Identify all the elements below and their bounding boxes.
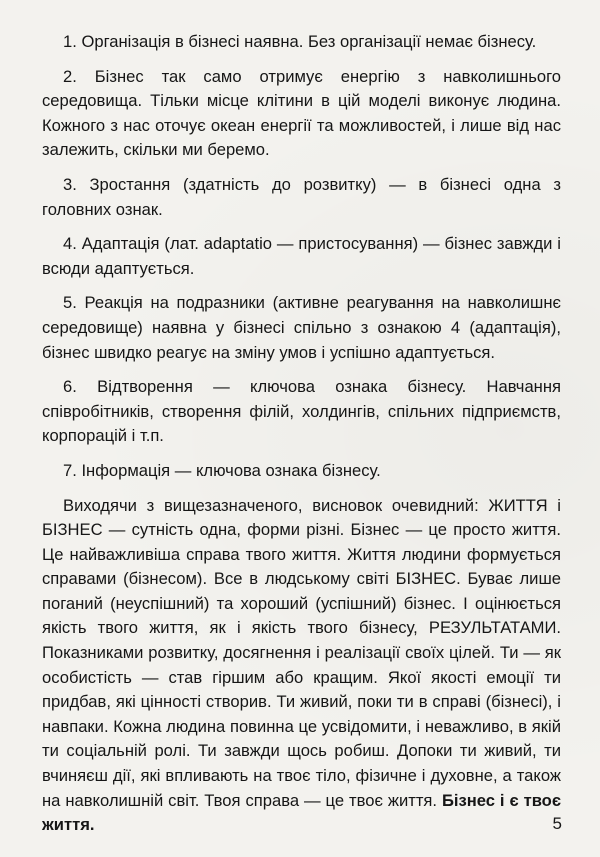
page-number: 5 bbox=[552, 814, 562, 833]
list-item: 7. Інформація — ключова ознака бізнесу. bbox=[63, 460, 381, 480]
list-item: 6. Відтворення — ключова ознака бізнесу. Навчання співробітників, створення філій, холдингів, спільних підприємств, корпорацій і т.п. bbox=[42, 377, 561, 446]
list-item: 3. Зростання (здатність до розвитку) — в бізнесі одна з головних ознак. bbox=[42, 174, 561, 219]
conclusion-text: Виходячи з вищезазначеного, висновок очевидний: ЖИТТЯ і БІЗНЕС — сутність одна, форми різні. Бізнес — це просто життя. Це найважливіша справа твого життя. Життя людини формується справами (бізнесом). Все в людському світі БІЗНЕС. Буває лише поганий (неуспішний) та хороший (успішний) бізнес. І оцінюється якість твого життя, як і якість твого бізнесу, РЕЗУЛЬТАТАМИ. Показниками розвитку, досягнення і реалізації своїх цілей. Ти — як особистість — став гіршим або кращим. Якої якості емоції ти придбав, які цінності створив. Ти живий, поки ти в справі (бізнесі), і навпаки. Кожна людина повинна це усвідомити, і неважливо, в якій ти соціальній ролі. Ти завжди щось робиш. Допоки ти живий, ти вчиняєш дії, які впливають на твоє тіло, фізичне і духовне, а також на навколишній світ. Твоя справа — це твоє життя. bbox=[42, 495, 561, 810]
conclusion-paragraph bbox=[42, 494, 561, 838]
conclusion-bold-text: Бізнес і є твоє життя. bbox=[42, 790, 561, 835]
list-item: 2. Бізнес так само отримує енергію з навколишнього середовища. Тільки місце клітини в цій моделі виконує людина. Кожного з нас оточує океан енергії та можливостей, і лише від нас залежить, скільки ми беремо. bbox=[42, 66, 561, 160]
list-item: 5. Реакція на подразники (активне реагування на навколишнє середовище) наявна у бізнесі спільно з ознакою 4 (адаптація), бізнес швидко реагує на зміну умов і успішно адаптується. bbox=[42, 293, 561, 362]
list-item: 4. Адаптація (лат. adaptatio — пристосування) — бізнес завжди і всюди адаптується. bbox=[42, 234, 561, 278]
page-text bbox=[42, 30, 561, 838]
list-item: 1. Організація в бізнесі наявна. Без організації немає бізнесу. bbox=[63, 32, 537, 51]
